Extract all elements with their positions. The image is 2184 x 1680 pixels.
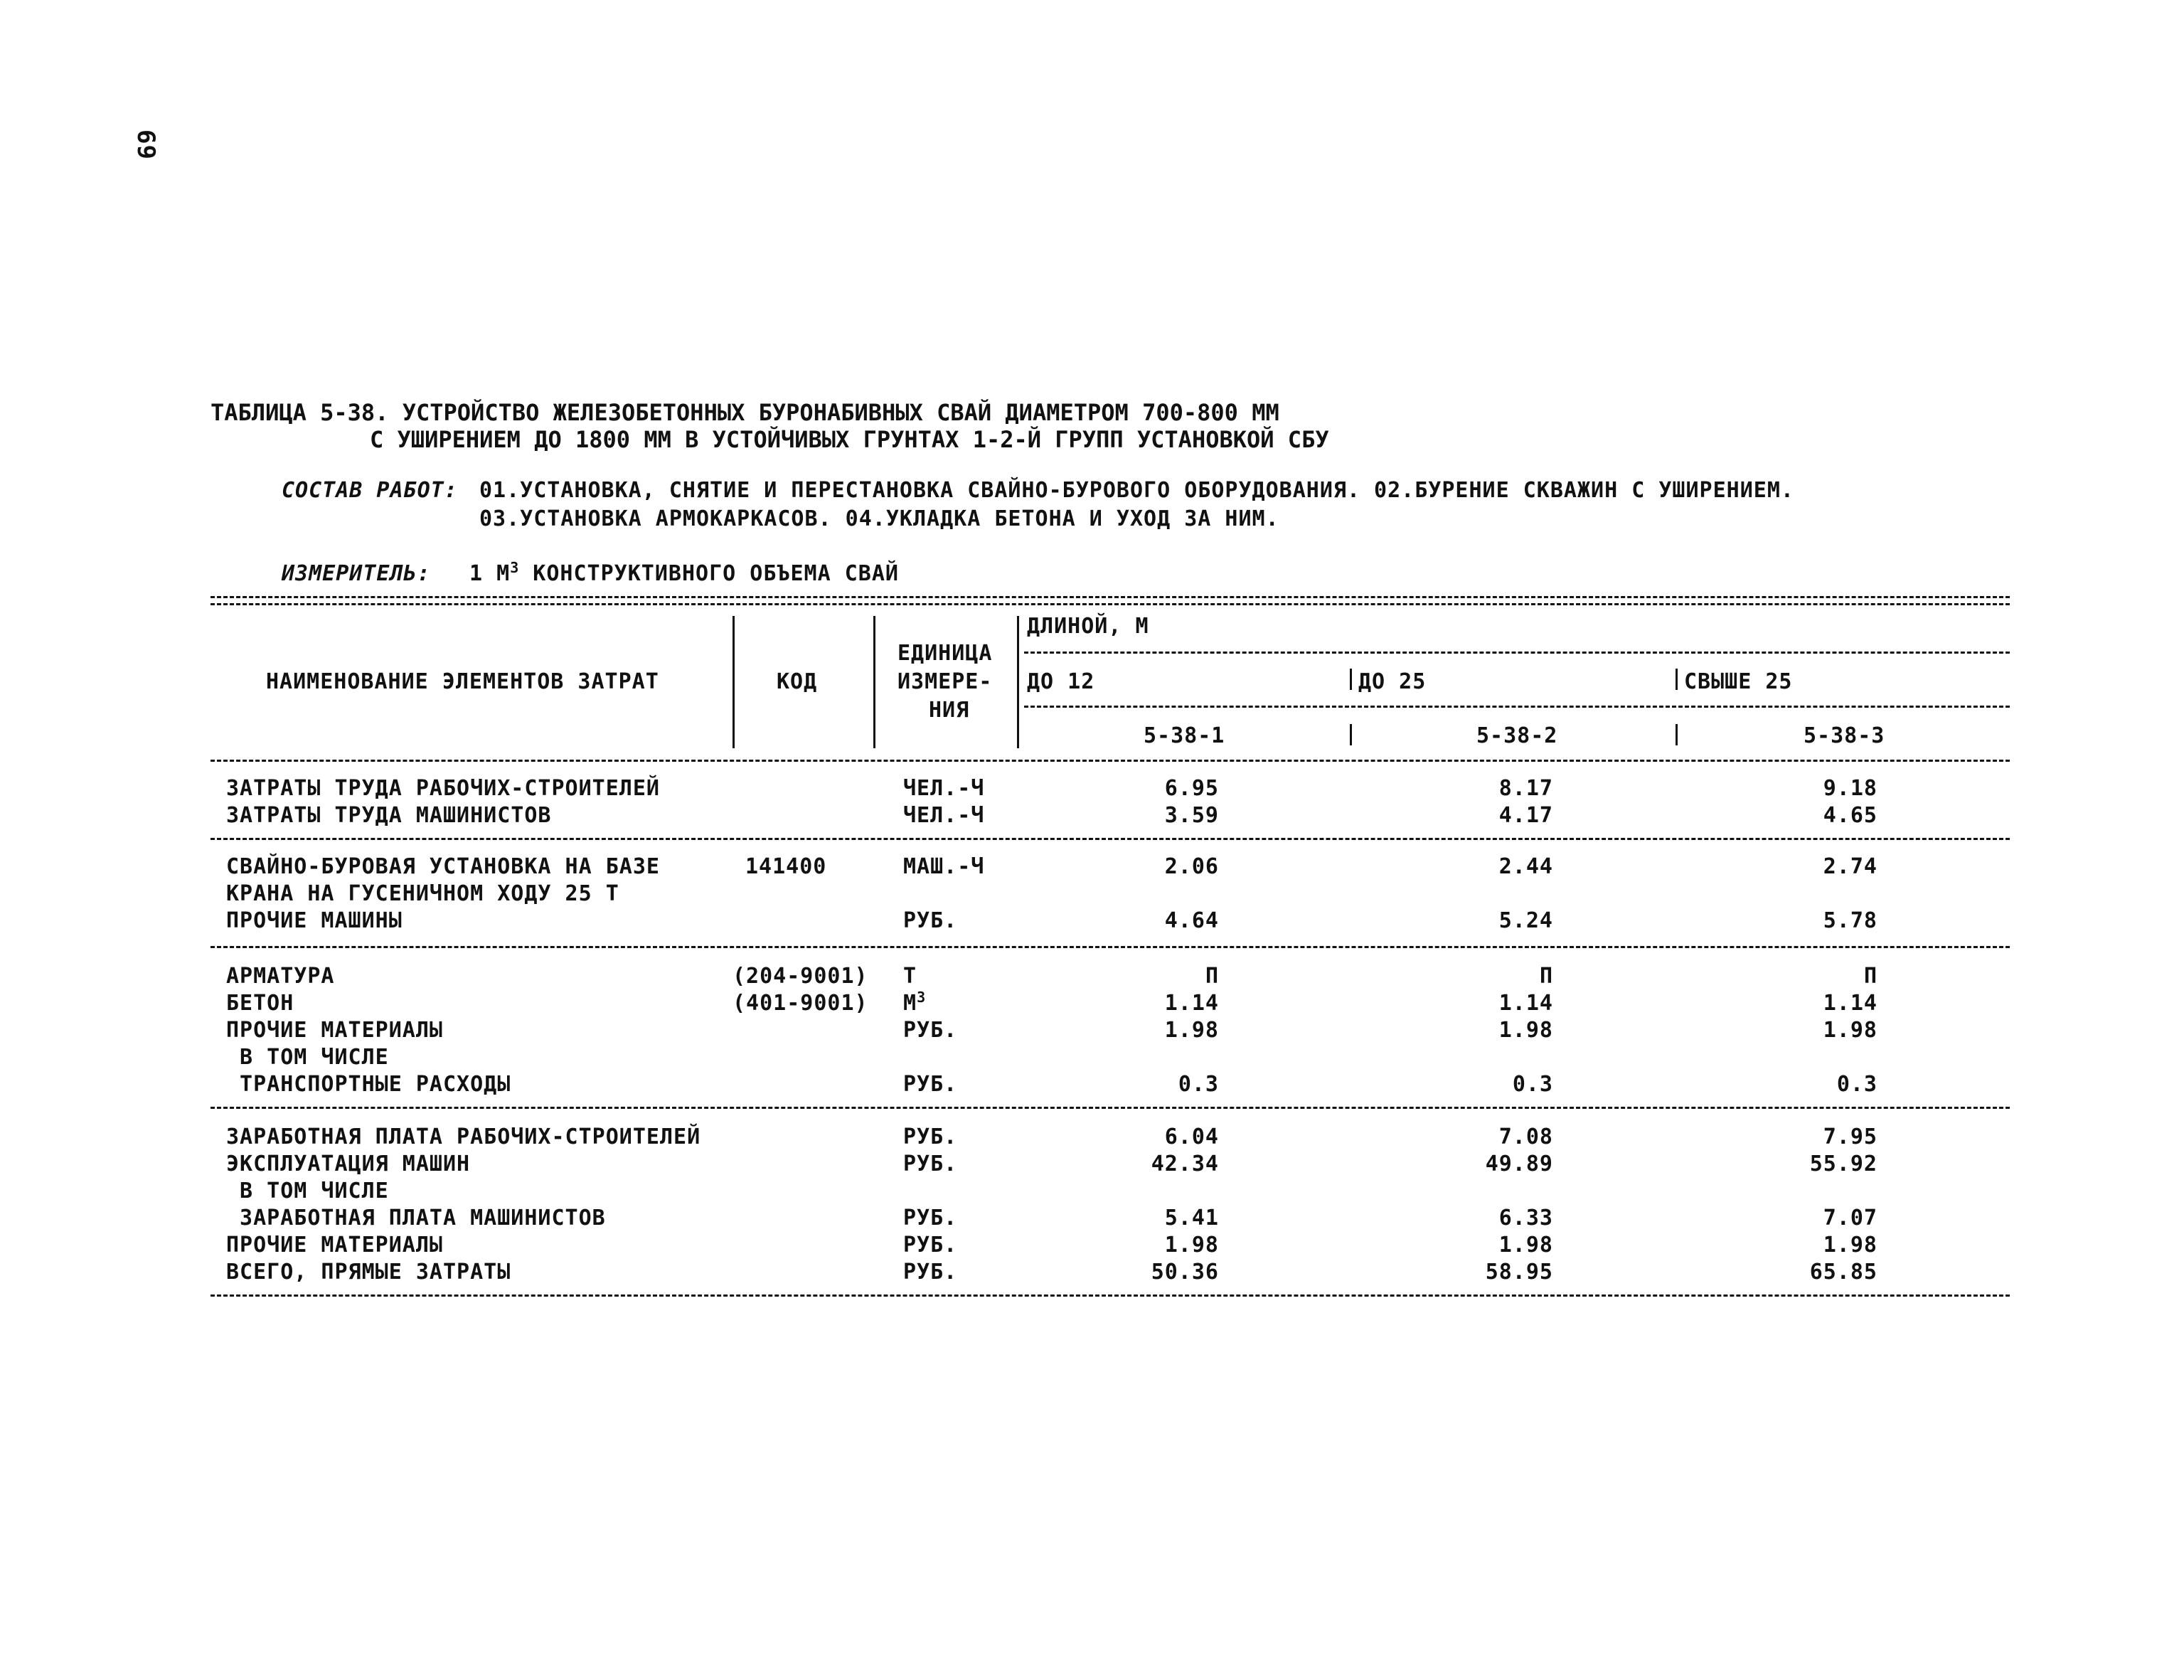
row-name: ТРАНСПОРТНЫЕ РАСХОДЫ	[226, 1072, 511, 1097]
row-value-col-3: 65.85	[1809, 1260, 1877, 1285]
row-value-col-2: 1.98	[1498, 1018, 1553, 1043]
row-value-col-3: 1.98	[1823, 1233, 1877, 1258]
header-divider-2	[873, 616, 875, 748]
row-value-col-3: П	[1863, 964, 1877, 989]
row-name: ЗАТРАТЫ ТРУДА РАБОЧИХ-СТРОИТЕЛЕЙ	[226, 776, 660, 801]
row-unit: РУБ.	[903, 1260, 958, 1285]
row-value-col-2: 2.44	[1498, 854, 1553, 879]
row-value-col-3: 7.95	[1823, 1125, 1877, 1149]
row-value-col-1: 0.3	[1178, 1072, 1219, 1097]
row-value-col-1: 1.98	[1164, 1233, 1219, 1258]
row-value-col-1: 2.06	[1164, 854, 1219, 879]
row-unit: Т	[903, 964, 917, 989]
header-unit-line-3: НИЯ	[929, 698, 970, 723]
row-name: В ТОМ ЧИСЛЕ	[226, 1045, 389, 1070]
row-value-col-2: 1.98	[1498, 1233, 1553, 1258]
header-length: ДЛИНОЙ, М	[1027, 614, 1149, 639]
row-value-col-3: 4.65	[1823, 803, 1877, 828]
header-col-3-code: 5-38-3	[1804, 723, 1885, 748]
row-code: (204-9001)	[733, 964, 868, 989]
row-value-col-1: 1.98	[1164, 1018, 1219, 1043]
row-unit: ЧЕЛ.-Ч	[903, 776, 985, 801]
header-col-1-code: 5-38-1	[1144, 723, 1225, 748]
header-name: НАИМЕНОВАНИЕ ЭЛЕМЕНТОВ ЗАТРАТ	[266, 669, 659, 694]
composition-line-2: 03.УСТАНОВКА АРМОКАРКАСОВ. 04.УКЛАДКА БЕТОНА И УХОД ЗА НИМ.	[479, 506, 1279, 531]
table-title-line-2: С УШИРЕНИЕМ ДО 1800 ММ В УСТОЙЧИВЫХ ГРУНТАХ 1-2-Й ГРУПП УСТАНОВКОЙ СБУ	[370, 426, 1329, 453]
row-name: ЗАРАБОТНАЯ ПЛАТА РАБОЧИХ-СТРОИТЕЛЕЙ	[226, 1125, 701, 1149]
row-name: ЗАРАБОТНАЯ ПЛАТА МАШИНИСТОВ	[226, 1206, 606, 1230]
header-divider-7	[1676, 724, 1678, 745]
composition-label: СОСТАВ РАБОТ:	[282, 478, 458, 503]
header-divider-1	[733, 616, 735, 748]
rule-length	[1024, 652, 2010, 654]
header-col-1-label: ДО 12	[1027, 669, 1095, 694]
header-divider-3	[1017, 616, 1019, 748]
row-value-col-3: 1.98	[1823, 1018, 1877, 1043]
row-name: ПРОЧИЕ МАШИНЫ	[226, 908, 403, 933]
rule-col-labels	[1024, 706, 2010, 708]
row-value-col-1: 4.64	[1164, 908, 1219, 933]
rule-group-1	[211, 838, 2010, 840]
row-code: 141400	[745, 854, 827, 879]
row-unit: РУБ.	[903, 1206, 958, 1230]
row-value-col-1: 50.36	[1151, 1260, 1219, 1285]
row-value-col-1: П	[1205, 964, 1219, 989]
row-value-col-2: 4.17	[1498, 803, 1553, 828]
row-name: БЕТОН	[226, 991, 294, 1016]
row-unit: РУБ.	[903, 1018, 958, 1043]
row-value-col-2: 49.89	[1485, 1152, 1553, 1176]
row-value-col-1: 42.34	[1151, 1152, 1219, 1176]
row-value-col-3: 2.74	[1823, 854, 1877, 879]
header-col-3-label: СВЫШЕ 25	[1684, 669, 1793, 694]
header-unit-line-1: ЕДИНИЦА	[897, 641, 993, 666]
rule-top-2	[211, 603, 2010, 605]
row-unit: РУБ.	[903, 1125, 958, 1149]
header-divider-4	[1350, 669, 1352, 690]
row-value-col-2: 58.95	[1485, 1260, 1553, 1285]
row-value-col-3: 5.78	[1823, 908, 1877, 933]
meter-label: ИЗМЕРИТЕЛЬ:	[282, 561, 431, 586]
rule-bottom	[211, 1294, 2010, 1297]
row-value-col-2: 8.17	[1498, 776, 1553, 801]
row-value-col-3: 1.14	[1823, 991, 1877, 1016]
header-divider-6	[1350, 724, 1352, 745]
row-value-col-1: 5.41	[1164, 1206, 1219, 1230]
composition-line-1: 01.УСТАНОВКА, СНЯТИЕ И ПЕРЕСТАНОВКА СВАЙНО-БУРОВОГО ОБОРУДОВАНИЯ. 02.БУРЕНИЕ СКВАЖИН С УШИРЕНИЕМ.	[479, 478, 1794, 503]
row-unit: ЧЕЛ.-Ч	[903, 803, 985, 828]
rule-top	[211, 596, 2010, 598]
row-code: (401-9001)	[733, 991, 868, 1016]
row-value-col-2: П	[1539, 964, 1553, 989]
row-value-col-2: 1.14	[1498, 991, 1553, 1016]
row-unit: РУБ.	[903, 908, 958, 933]
row-unit: МАШ.-Ч	[903, 854, 985, 879]
header-divider-5	[1676, 669, 1678, 690]
row-value-col-3: 55.92	[1809, 1152, 1877, 1176]
row-value-col-3: 9.18	[1823, 776, 1877, 801]
row-name: ЗАТРАТЫ ТРУДА МАШИНИСТОВ	[226, 803, 552, 828]
rule-header-bottom	[211, 760, 2010, 762]
header-col-2-code: 5-38-2	[1476, 723, 1558, 748]
row-value-col-3: 7.07	[1823, 1206, 1877, 1230]
row-value-col-1: 1.14	[1164, 991, 1219, 1016]
rule-group-2	[211, 946, 2010, 948]
meter-value: 1 $М^3$ КОНСТРУКТИВНОГО ОБЪЕМА СВАЙ	[469, 559, 899, 586]
row-name: ПРОЧИЕ МАТЕРИАЛЫ	[226, 1018, 443, 1043]
header-unit-line-2: ИЗМЕРЕ-	[897, 669, 993, 694]
row-value-col-3: 0.3	[1836, 1072, 1877, 1097]
page-number: 69	[132, 129, 160, 160]
row-name: КРАНА НА ГУСЕНИЧНОМ ХОДУ 25 Т	[226, 881, 619, 906]
row-value-col-2: 7.08	[1498, 1125, 1553, 1149]
row-unit: $М^3$	[903, 989, 927, 1016]
rule-group-3	[211, 1107, 2010, 1109]
row-value-col-1: 6.04	[1164, 1125, 1219, 1149]
header-col-2-label: ДО 25	[1358, 669, 1427, 694]
row-value-col-1: 6.95	[1164, 776, 1219, 801]
row-name: АРМАТУРА	[226, 964, 335, 989]
row-value-col-2: 5.24	[1498, 908, 1553, 933]
row-name: В ТОМ ЧИСЛЕ	[226, 1179, 389, 1203]
row-unit: РУБ.	[903, 1152, 958, 1176]
row-value-col-2: 0.3	[1512, 1072, 1553, 1097]
row-name: СВАЙНО-БУРОВАЯ УСТАНОВКА НА БАЗЕ	[226, 854, 660, 879]
row-unit: РУБ.	[903, 1233, 958, 1258]
header-code: КОД	[777, 669, 818, 694]
row-value-col-2: 6.33	[1498, 1206, 1553, 1230]
row-unit: РУБ.	[903, 1072, 958, 1097]
row-name: ВСЕГО, ПРЯМЫЕ ЗАТРАТЫ	[226, 1260, 511, 1285]
row-name: ЭКСПЛУАТАЦИЯ МАШИН	[226, 1152, 471, 1176]
row-name: ПРОЧИЕ МАТЕРИАЛЫ	[226, 1233, 443, 1258]
table-title-line-1: ТАБЛИЦА 5-38. УСТРОЙСТВО ЖЕЛЕЗОБЕТОННЫХ БУРОНАБИВНЫХ СВАЙ ДИАМЕТРОМ 700-800 ММ	[211, 399, 1279, 426]
row-value-col-1: 3.59	[1164, 803, 1219, 828]
